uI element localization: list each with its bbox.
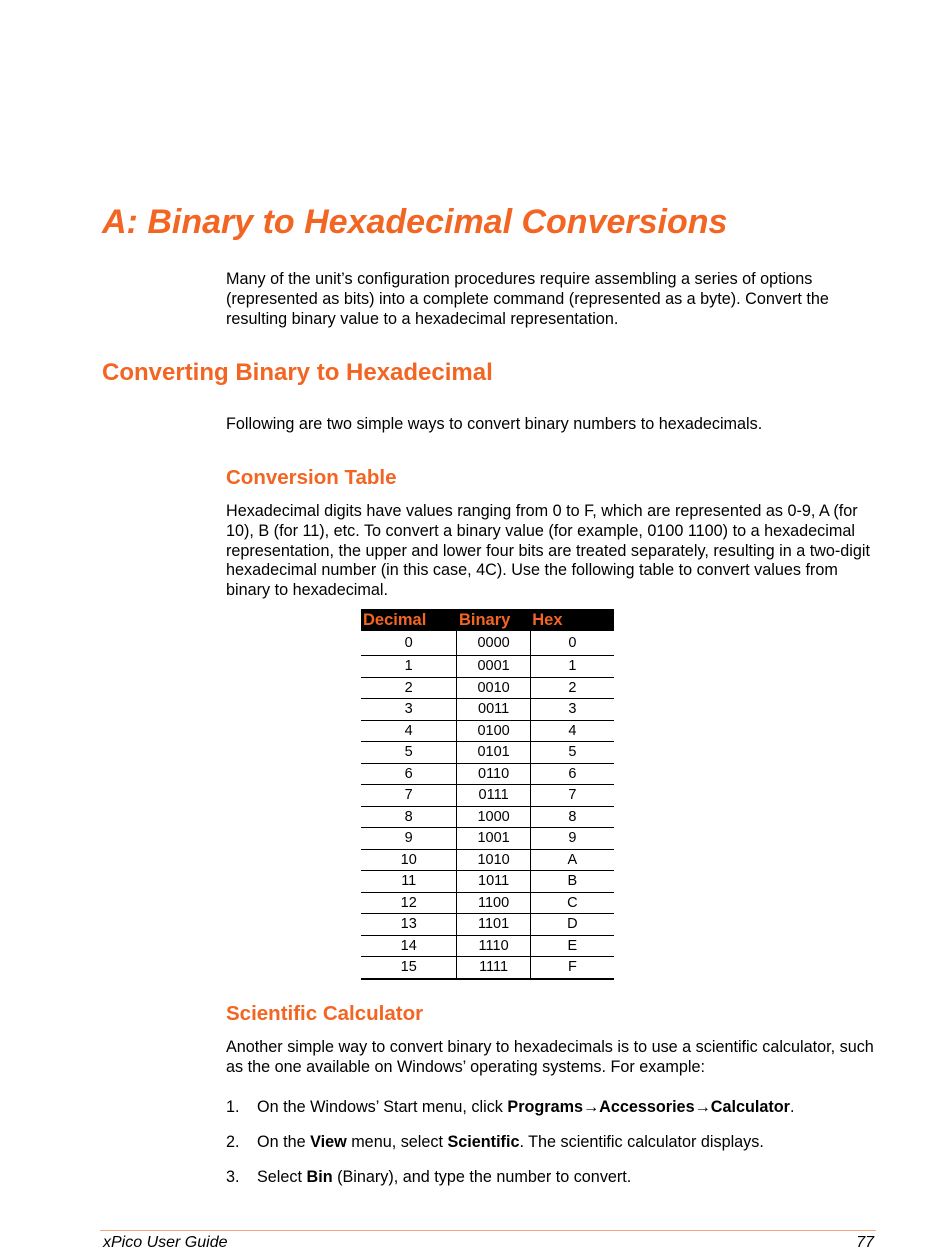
hex-cell: D (530, 914, 614, 936)
binary-cell: 1111 (457, 957, 530, 979)
table-row (361, 699, 614, 721)
decimal-cell: 3 (361, 699, 457, 721)
table-header-binary: Binary (457, 609, 530, 631)
binary-cell: 0100 (457, 720, 530, 742)
hex-cell: 6 (530, 763, 614, 785)
table-header-row (361, 609, 614, 631)
hex-cell: 3 (530, 699, 614, 721)
table-row (361, 892, 614, 914)
conversion-table-paragraph: Hexadecimal digits have values ranging from 0 to F, which are represented as 0-9, A (for 10), B (for 11), etc. To convert a binary value (for example, 0100 1100) to a hexadecimal representation, the upper and lower four bits are treated separately, resulting in a two-digit hexadecimal number (in this case, 4C). Use the following table to convert values from binary to hexadecimal. (226, 502, 870, 600)
table-row (361, 828, 614, 850)
table-row (361, 871, 614, 893)
step-text (257, 1097, 794, 1117)
binary-cell: 1000 (457, 806, 530, 828)
accessories-menu-label: Accessories (599, 1098, 695, 1116)
hex-cell: A (530, 849, 614, 871)
decimal-cell: 10 (361, 849, 457, 871)
arrow-right-icon: → (582, 1098, 600, 1116)
table-row (361, 742, 614, 764)
footer-page-number: 77 (856, 1234, 874, 1251)
decimal-cell: 2 (361, 677, 457, 699)
decimal-cell: 0 (361, 631, 457, 656)
programs-menu-label: Programs (507, 1098, 583, 1116)
binary-cell: 0000 (457, 631, 530, 656)
section-title: Converting Binary to Hexadecimal (102, 359, 493, 386)
binary-cell: 0110 (457, 763, 530, 785)
binary-cell: 1011 (457, 871, 530, 893)
bin-option-label: Bin (306, 1168, 333, 1186)
decimal-cell: 14 (361, 935, 457, 957)
hex-cell: 1 (530, 656, 614, 678)
binary-cell: 0011 (457, 699, 530, 721)
scientific-calculator-paragraph: Another simple way to convert binary to hexadecimals is to use a scientific calculator, such as the one available on Windows’ operating systems. For example: (226, 1038, 874, 1076)
decimal-cell: 13 (361, 914, 457, 936)
binary-cell: 1101 (457, 914, 530, 936)
hex-cell: 5 (530, 742, 614, 764)
footer-divider (100, 1230, 876, 1231)
table-row (361, 763, 614, 785)
binary-cell: 0111 (457, 785, 530, 807)
scientific-option-label: Scientific (447, 1133, 520, 1151)
binary-cell: 1110 (457, 935, 530, 957)
decimal-cell: 1 (361, 656, 457, 678)
decimal-cell: 4 (361, 720, 457, 742)
conversion-table-heading: Conversion Table (226, 466, 397, 489)
conversion-table (361, 609, 614, 980)
table-row (361, 957, 614, 979)
binary-cell: 0010 (457, 677, 530, 699)
arrow-right-icon: → (694, 1098, 711, 1116)
hex-cell: 9 (530, 828, 614, 850)
table-row (361, 677, 614, 699)
step-text (257, 1132, 764, 1152)
binary-cell: 1001 (457, 828, 530, 850)
step-text-part: . The scientific calculator displays. (519, 1133, 764, 1151)
step-text-part: On the (257, 1133, 311, 1151)
step-text-part: (Binary), and type the number to convert. (332, 1168, 632, 1186)
hex-cell: C (530, 892, 614, 914)
hex-cell: E (530, 935, 614, 957)
binary-cell: 0101 (457, 742, 530, 764)
table-row (361, 631, 614, 656)
table-row (361, 935, 614, 957)
step-text (257, 1167, 631, 1187)
binary-cell: 1100 (457, 892, 530, 914)
hex-cell: 4 (530, 720, 614, 742)
table-row (361, 656, 614, 678)
decimal-cell: 8 (361, 806, 457, 828)
table-header-hex: Hex (530, 609, 614, 631)
decimal-cell: 5 (361, 742, 457, 764)
step-number: 3. (226, 1168, 240, 1186)
step-text-part: . (789, 1098, 795, 1116)
binary-cell: 0001 (457, 656, 530, 678)
step-number: 1. (226, 1098, 240, 1116)
table-row (361, 720, 614, 742)
decimal-cell: 7 (361, 785, 457, 807)
table-body (361, 631, 614, 979)
table-row (361, 806, 614, 828)
view-menu-label: View (310, 1133, 347, 1151)
binary-cell: 1010 (457, 849, 530, 871)
hex-cell: 0 (530, 631, 614, 656)
step-text-part: On the Windows’ Start menu, click (257, 1098, 508, 1116)
decimal-cell: 15 (361, 957, 457, 979)
hex-cell: 2 (530, 677, 614, 699)
hex-cell: B (530, 871, 614, 893)
decimal-cell: 6 (361, 763, 457, 785)
step-text-part: menu, select (346, 1133, 448, 1151)
table-header-decimal: Decimal (361, 609, 457, 631)
table-row (361, 785, 614, 807)
table-row (361, 849, 614, 871)
step-number: 2. (226, 1133, 240, 1151)
hex-cell: 8 (530, 806, 614, 828)
decimal-cell: 12 (361, 892, 457, 914)
step-text-part: Select (257, 1168, 307, 1186)
calculator-menu-label: Calculator (710, 1098, 790, 1116)
chapter-title: A: Binary to Hexadecimal Conversions (102, 203, 728, 241)
decimal-cell: 9 (361, 828, 457, 850)
hex-cell: 7 (530, 785, 614, 807)
table-row (361, 914, 614, 936)
footer-document-title: xPico User Guide (103, 1234, 228, 1251)
intro-paragraph: Many of the unit’s configuration procedures require assembling a series of options (represented as bits) into a complete command (represented as a byte). Convert the resulting binary value to a hexadecimal representation. (226, 270, 829, 328)
scientific-calculator-heading: Scientific Calculator (226, 1002, 424, 1025)
section-intro-paragraph: Following are two simple ways to convert binary numbers to hexadecimals. (226, 415, 763, 433)
hex-cell: F (530, 957, 614, 979)
decimal-cell: 11 (361, 871, 457, 893)
